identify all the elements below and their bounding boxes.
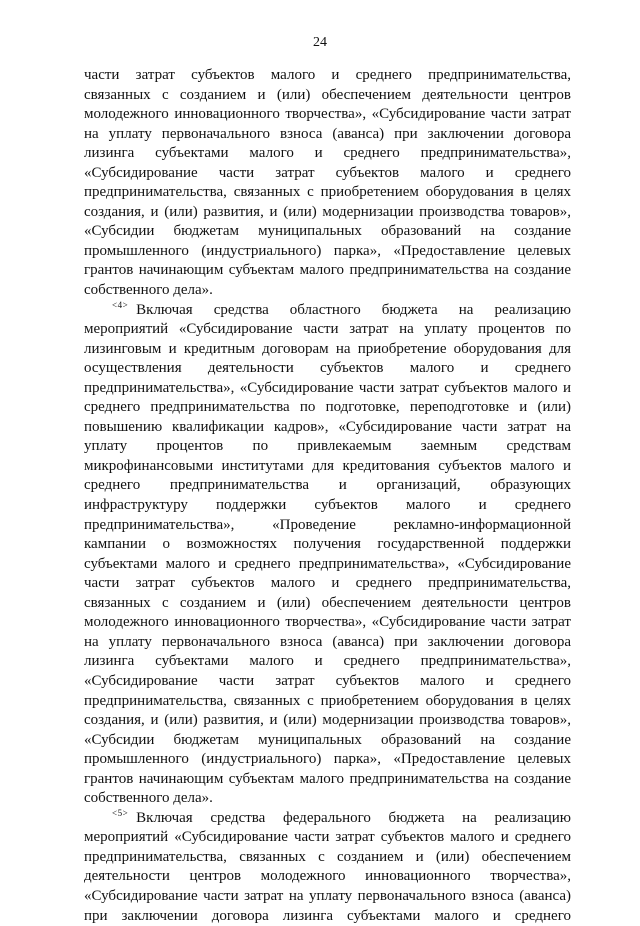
footnote-first-line bbox=[84, 301, 571, 321]
text-line: части затрат субъектов малого и среднего предпринимательства, bbox=[84, 67, 571, 83]
text-line: «Субсидии бюджетам муниципальных образований на создание bbox=[84, 223, 571, 240]
text-line: лизинга субъектами малого и среднего предпринимательства», bbox=[84, 145, 571, 162]
text-line: связанных с созданием и (или) обеспечением деятельности центров bbox=[84, 594, 571, 611]
text-line: молодежного инновационного творчества», «Субсидирование части затрат bbox=[84, 106, 571, 123]
footnote-first-line bbox=[84, 809, 571, 829]
text-line: промышленного (индустриального) парка», «Предоставление целевых bbox=[84, 242, 571, 259]
text-line: осуществления деятельности субъектов малого и среднего bbox=[84, 360, 571, 377]
text-line: собственного дела». bbox=[84, 282, 213, 299]
page-number: 24 bbox=[313, 35, 327, 50]
text-line: создания, и (или) развития, и (или) модернизации производства товаров», bbox=[84, 203, 571, 220]
text-line: предпринимательства, связанных с созданием и (или) обеспечением bbox=[84, 848, 571, 865]
text-line: грантов начинающим субъектам малого предпринимательства на создание bbox=[84, 770, 571, 787]
text-line: на уплату первоначального взноса (аванса) при заключении договора bbox=[84, 125, 571, 142]
document-body bbox=[84, 66, 571, 926]
text-line: среднего предпринимательства и организаций, образующих bbox=[84, 477, 571, 494]
continuation-paragraph bbox=[84, 66, 571, 301]
footnote-marker: <4> bbox=[112, 300, 129, 310]
text-line: «Субсидирование части затрат субъектов малого и среднего bbox=[84, 672, 571, 689]
text-line: связанных с созданием и (или) обеспечением деятельности центров bbox=[84, 86, 571, 103]
text-line: при заключении договора лизинга субъектами малого и среднего bbox=[84, 907, 571, 924]
text-line: предпринимательства, связанных с приобретением оборудования в целях bbox=[84, 692, 571, 709]
text-line: на уплату первоначального взноса (аванса) при заключении договора bbox=[84, 633, 571, 650]
text-line: молодежного инновационного творчества», «Субсидирование части затрат bbox=[84, 614, 571, 631]
text-line: «Субсидирование части затрат субъектов малого и среднего bbox=[84, 164, 571, 181]
text-line: микрофинансовыми институтами для кредитования субъектов малого и bbox=[84, 457, 571, 474]
footnote-lead-text: Включая средства областного бюджета на реализацию bbox=[136, 301, 571, 318]
text-line: создания, и (или) развития, и (или) модернизации производства товаров», bbox=[84, 712, 571, 729]
text-line: уплату процентов по привлекаемым заемным средствам bbox=[84, 438, 571, 455]
footnote-marker: <5> bbox=[112, 808, 129, 818]
text-line: предпринимательства», «Субсидирование части затрат субъектов малого и bbox=[84, 379, 571, 396]
footnote-lead-text: Включая средства федерального бюджета на реализацию bbox=[136, 809, 571, 826]
text-line: повышению квалификации кадров», «Субсидирование части затрат на bbox=[84, 418, 571, 435]
text-line: субъектами малого и среднего предпринимательства», «Субсидирование bbox=[84, 555, 571, 572]
text-line: предпринимательства, связанных с приобретением оборудования в целях bbox=[84, 184, 571, 201]
text-line: части затрат субъектов малого и среднего предпринимательства, bbox=[84, 575, 571, 592]
text-line: лизинга субъектами малого и среднего предпринимательства», bbox=[84, 653, 571, 670]
text-line: кампании о возможностях получения государственной поддержки bbox=[84, 536, 571, 553]
text-line: мероприятий «Субсидирование части затрат субъектов малого и среднего bbox=[84, 829, 571, 846]
text-line: деятельности центров молодежного инновационного творчества», bbox=[84, 868, 571, 885]
text-line: предпринимательства», «Проведение рекламно-информационной bbox=[84, 516, 571, 533]
text-line: среднего предпринимательства по подготовке, переподготовке и (или) bbox=[84, 399, 571, 416]
text-line: грантов начинающим субъектам малого предпринимательства на создание bbox=[84, 262, 571, 279]
footnote-4 bbox=[84, 301, 571, 809]
text-line: промышленного (индустриального) парка», «Предоставление целевых bbox=[84, 751, 571, 768]
footnote-5 bbox=[84, 809, 571, 926]
text-line: лизинговым и кредитным договорам на приобретение оборудования для bbox=[84, 340, 571, 357]
text-line: собственного дела». bbox=[84, 790, 213, 807]
text-line: «Субсидии бюджетам муниципальных образований на создание bbox=[84, 731, 571, 748]
text-line: инфраструктуру поддержки субъектов малого и среднего bbox=[84, 497, 571, 514]
text-line: «Субсидирование части затрат на уплату первоначального взноса (аванса) bbox=[84, 887, 571, 904]
text-line: мероприятий «Субсидирование части затрат на уплату процентов по bbox=[84, 321, 571, 338]
